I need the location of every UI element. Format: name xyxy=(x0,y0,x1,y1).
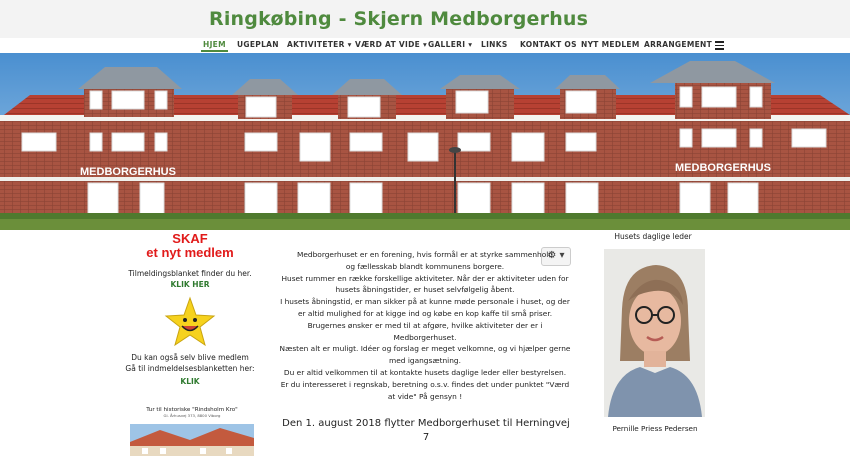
hotel-caption xyxy=(128,407,256,418)
leader-title: Husets daglige leder xyxy=(614,232,692,241)
hotel-image[interactable] xyxy=(130,424,254,456)
intro-text xyxy=(278,249,572,402)
signup-text: Tilmeldingsblanket finder du her. xyxy=(128,269,252,278)
skaf-heading: SKAF xyxy=(172,231,208,246)
hotel-caption-title: Tur til historiske "Rindsholm Kro" xyxy=(146,407,238,413)
nav-item-galleri[interactable]: GALLERI ▾ xyxy=(428,40,473,49)
smiley-star-icon xyxy=(163,296,217,350)
intro-line: Huset rummer en række forskellige aktiviteter. Når der er aktiviteter uden for xyxy=(281,273,569,283)
hero-sign-left: MEDBORGERHUS xyxy=(80,166,176,178)
site-title[interactable]: Ringkøbing - Skjern Medborgerhus xyxy=(209,8,589,30)
intro-line: Medborgerhuset. xyxy=(393,332,457,342)
hero-image xyxy=(0,53,850,230)
member-form-text: Gå til indmeldelsesblanketten her: xyxy=(125,364,255,373)
intro-line: og fællesskab blandt kommunens borgere. xyxy=(345,261,505,271)
intro-line: Næsten alt er muligt. Idéer og forslag er meget velkomne, og vi hjælper gerne xyxy=(279,344,571,354)
left-sidebar xyxy=(125,230,255,387)
announcement: Den 1. august 2018 flytter Medborgerhuset til Herningvej 7 xyxy=(282,418,570,443)
hotel-caption-address: Gl. Århusvej 373, 8800 Viborg xyxy=(163,413,221,418)
intro-line: husets åbningstider, er huset selvfølgelig åbent. xyxy=(335,285,515,295)
nav-item-links[interactable]: LINKS xyxy=(481,40,508,49)
nav-item-arrangement[interactable]: ARRANGEMENT xyxy=(644,40,712,49)
hero-sign-right: MEDBORGERHUS xyxy=(675,162,771,174)
intro-line: Du er altid velkommen til at kontakte husets daglige leder eller bestyrelsen. xyxy=(283,367,567,377)
intro-line: er altid mulighed for at kigge ind og købe en kop kaffe til små priser. xyxy=(297,308,553,318)
intro-line: Medborgerhuset er en forening, hvis formål er at styrke sammenhold xyxy=(297,250,553,259)
member-text: Du kan også selv blive medlem xyxy=(131,353,249,362)
site-header xyxy=(0,0,850,38)
right-sidebar xyxy=(598,230,708,241)
intro-line: Er du interesseret i regnskab, beretning o.s.v. findes det under punktet "Værd xyxy=(280,379,570,389)
nav-item-hjem[interactable]: HJEM xyxy=(203,40,226,49)
leader-name: Pernille Priess Pedersen xyxy=(612,424,698,433)
signup-link[interactable]: KLIK HER xyxy=(170,280,210,289)
intro-line: I husets åbningstid, er man sikker på at kunne møde personale i huset, og der xyxy=(280,297,570,307)
nav-item-ugeplan[interactable]: UGEPLAN xyxy=(237,40,279,49)
nav-item-aktiviteter[interactable]: AKTIVITETER ▾ xyxy=(287,40,352,49)
intro-line: med igangsætning. xyxy=(389,356,461,366)
menu-icon[interactable] xyxy=(715,41,724,49)
member-link[interactable]: KLIK xyxy=(180,377,200,386)
nav-item-kontakt-os[interactable]: KONTAKT OS xyxy=(520,40,577,49)
skaf-subheading: et nyt medlem xyxy=(146,245,234,260)
nav-item-nyt-medlem[interactable]: NYT MEDLEM xyxy=(581,40,640,49)
leader-photo xyxy=(604,249,705,417)
gear-icon[interactable]: ⚙ ▾ xyxy=(541,247,571,266)
intro-line: Brugernes ønsker er med til at afgøre, hvilke aktiviteter der er i xyxy=(307,320,543,330)
nav-item-vaerd-at-vide[interactable]: VÆRD AT VIDE ▾ xyxy=(355,40,428,49)
intro-line: at vide" På gensyn ! xyxy=(387,391,463,401)
